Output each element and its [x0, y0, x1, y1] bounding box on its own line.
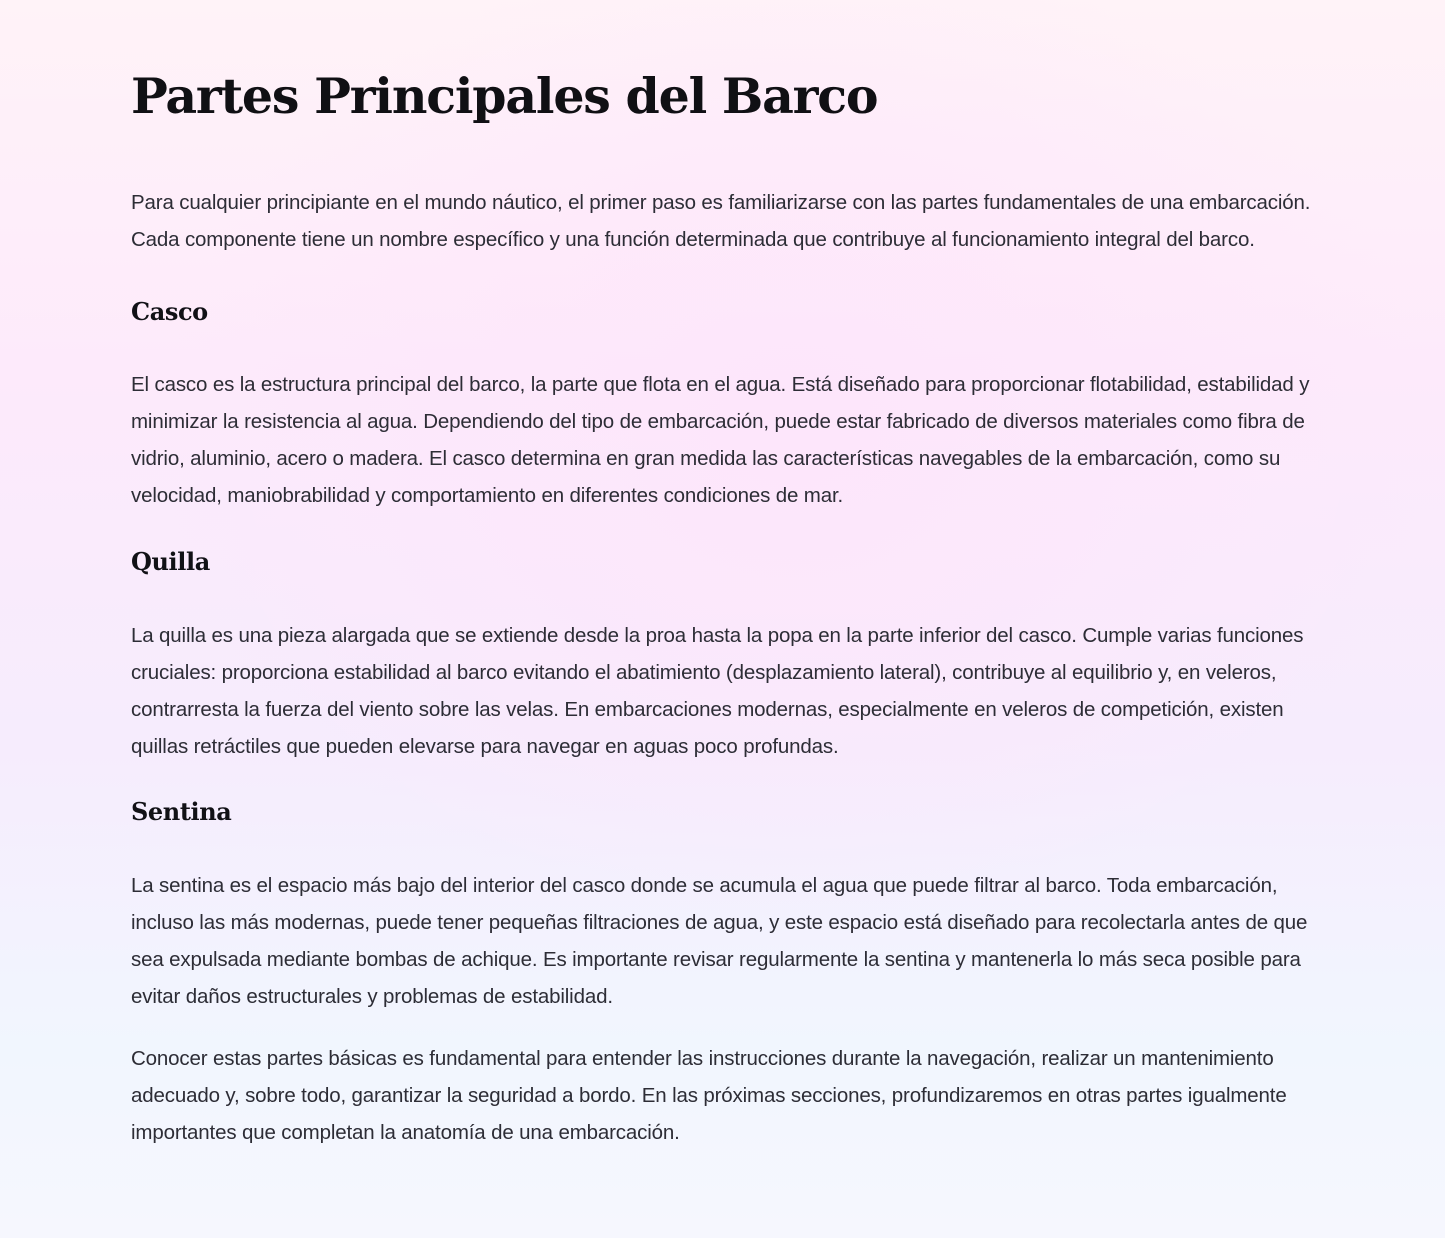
section-heading-quilla: Quilla [131, 547, 210, 576]
section-text-casco: El casco es la estructura principal del barco, la parte que flota en el agua. Está diseñado para proporcionar flotabilidad, estabilidad y minimizar la resistencia al agua. Dependiendo del tipo de embarcación, puede estar fabricado de diversos materiales como fibra de vidrio, aluminio, acero o madera. El casco determina en gran medida las características navegables de la embarcación, como su velocidad, maniobrabilidad y comportamiento en diferentes condiciones de mar. [131, 373, 1310, 507]
section-heading-casco: Casco [131, 297, 208, 326]
page-title: Partes Principales del Barco [131, 67, 878, 125]
intro-paragraph: Para cualquier principiante en el mundo náutico, el primer paso es familiarizarse con las partes fundamentales de una embarcación. Cada componente tiene un nombre específico y una función determinada que contribuye al funcionamiento integral del barco. [131, 191, 1311, 251]
outro-paragraph: Conocer estas partes básicas es fundamental para entender las instrucciones durante la navegación, realizar un mantenimiento adecuado y, sobre todo, garantizar la seguridad a bordo. En las próximas secciones, profundizaremos en otras partes igualmente importantes que completan la anatomía de una embarcación. [131, 1047, 1287, 1144]
article [131, 0, 1321, 1151]
section-text-quilla: La quilla es una pieza alargada que se extiende desde la proa hasta la popa en la parte inferior del casco. Cumple varias funciones cruciales: proporciona estabilidad al barco evitando el abatimiento (desplazamiento lateral), contribuye al equilibrio y, en veleros, contrarresta la fuerza del viento sobre las velas. En embarcaciones modernas, especialmente en veleros de competición, existen quillas retráctiles que pueden elevarse para navegar en aguas poco profundas. [131, 624, 1304, 758]
section-text-sentina: La sentina es el espacio más bajo del interior del casco donde se acumula el agua que puede filtrar al barco. Toda embarcación, incluso las más modernas, puede tener pequeñas filtraciones de agua, y este espacio está diseñado para recolectarla antes de que sea expulsada mediante bombas de achique. Es importante revisar regularmente la sentina y mantenerla lo más seca posible para evitar daños estructurales y problemas de estabilidad. [131, 874, 1308, 1008]
section-heading-sentina: Sentina [131, 797, 232, 826]
